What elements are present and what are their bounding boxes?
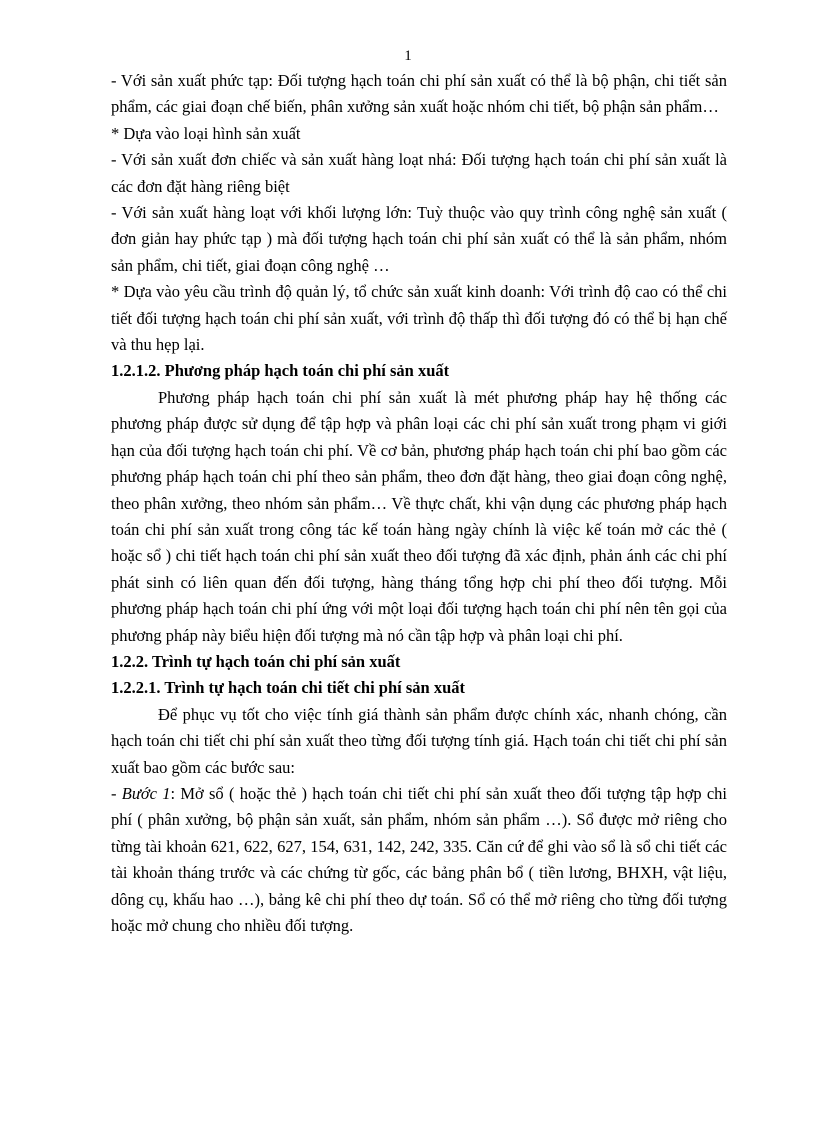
paragraph-single-batch: - Với sản xuất đơn chiếc và sản xuất hàng loạt nhá: Đối tượng hạch toán chi phí sản xuất là các đơn đặt hàng riêng biệt (111, 150, 727, 196)
paragraph-detail-intro: Để phục vụ tốt cho việc tính giá thành sản phẩm được chính xác, nhanh chóng, cần hạch toán chi tiết chi phí sản xuất theo từng đối tượng tính giá. Hạch toán chi tiết chi phí sản xuất bao gồm các bước sau: (111, 704, 727, 777)
paragraph-step-1 (111, 781, 727, 939)
paragraph-mass-production: - Với sản xuất hàng loạt với khối lượng lớn: Tuỳ thuộc vào quy trình công nghệ sản xuất ( đơn giản hay phức tạp ) mà đối tượng hạch toán chi phí sản xuất có thể là sản phẩm, nhóm sản phẩm, chi tiết, giai đoạn công nghệ … (111, 203, 727, 275)
paragraph-management-level: * Dựa vào yêu cầu trình độ quản lý, tổ chức sản xuất kinh doanh: Với trình độ cao có thể chi tiết đối tượng hạch toán chi phí sản xuất, với trình độ thấp thì đối tượng đó có thể bị hạn chế và thu hẹp lại. (111, 282, 727, 355)
paragraph-method: Phương pháp hạch toán chi phí sản xuất là mét phương pháp hay hệ thống các phương pháp được sử dụng để tập hợp và phân loại các chi phí sản xuất trong phạm vi giới hạn của đối tượng hạch toán chi phí. Về cơ bản, phương pháp hạch toán chi phí bao gồm các phương pháp hạch toán chi phí theo sản phẩm, theo đơn đặt hàng, theo giai đoạn công nghệ, theo phân xưởng, theo nhóm sản phẩm… Về thực chất, khi vận dụng các phương pháp hạch toán chi phí sản xuất trong công tác kế toán hàng ngày chính là việc kế toán mở các thẻ ( hoặc sổ ) chi tiết hạch toán chi phí sản xuất theo đối tượng đã xác định, phản ánh các chi phí phát sinh có liên quan đến đối tượng, hàng tháng tổng hợp chi phí theo đối tượng. Mỗi phương pháp hạch toán chi phí ứng với một loại đối tượng hạch toán chi phí nên tên gọi của phương pháp này biểu hiện đối tượng mà nó cần tập hợp và phân loại chi phí. (111, 387, 727, 645)
step-text: : Mở sổ ( hoặc thẻ ) hạch toán chi tiết chi phí sản xuất theo đối tượng tập hợp chi phí ( phân xưởng, bộ phận sản xuất, sản phẩm, nhóm sản phẩm …). Sổ được mở riêng cho từng tài khoản 621, 622, 627, 154, 631, 142, 242, 335. Căn cứ để ghi vào sổ là sổ chi tiết các tài khoản tháng trước và các chứng từ gốc, các bảng phân bổ ( tiền lương, BHXH, vật liệu, dông cụ, khấu hao …), bảng kê chi phí theo dự toán. Sổ có thể mở riêng cho từng đối tượng hoặc mở chung cho nhiều đối tượng. (111, 783, 727, 935)
paragraph-complex-production: - Với sản xuất phức tạp: Đối tượng hạch toán chi phí sản xuất có thể là bộ phận, chi tiết sản phẩm, các giai đoạn chế biến, phân xưởng sản xuất hoặc nhóm chi tiết, bộ phận sản phẩm… (111, 71, 727, 117)
section-heading-1-2-2-1: 1.2.2.1. Trình tự hạch toán chi tiết chi phí sản xuất (111, 678, 466, 698)
paragraph-production-type: * Dựa vào loại hình sản xuất (111, 123, 301, 143)
step-label: Bước 1 (121, 783, 171, 803)
section-heading-1-2-1-2: 1.2.1.2. Phương pháp hạch toán chi phí sản xuất (111, 361, 450, 381)
page-number: 1 (404, 48, 412, 64)
section-heading-1-2-2: 1.2.2. Trình tự hạch toán chi phí sản xuất (111, 651, 401, 671)
step-prefix: - (111, 783, 122, 803)
document-body (111, 68, 727, 939)
